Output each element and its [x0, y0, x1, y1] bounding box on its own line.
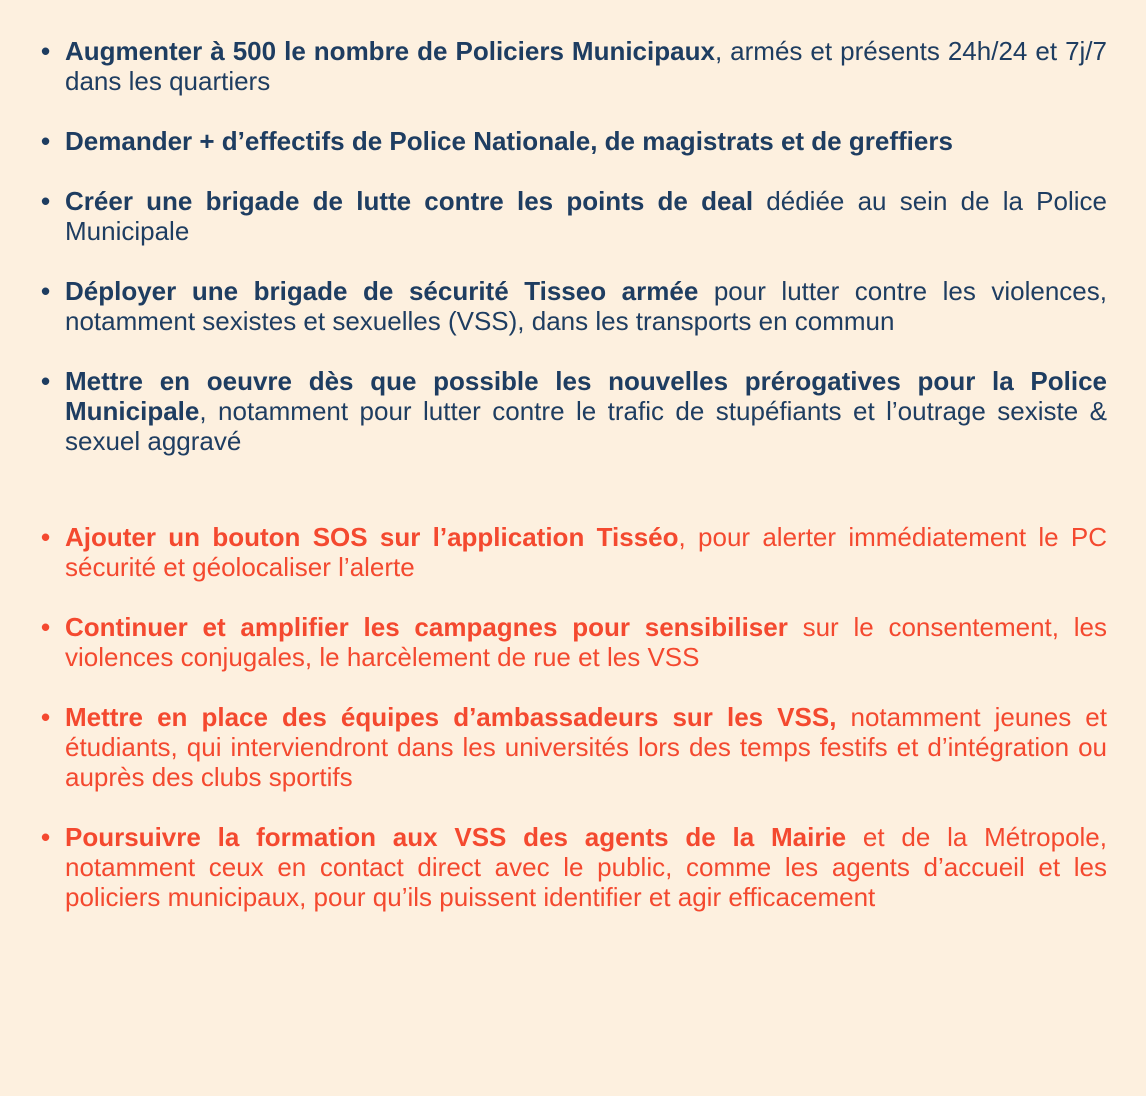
list-item	[65, 126, 1107, 156]
list-item	[65, 36, 1107, 96]
item-regular-text: et de la Métropole, notamment ceux en contact direct avec le public, comme les agents d’accueil et les policiers municipaux, pour qu’ils puissent identifier et agir efficacement	[65, 822, 1107, 912]
item-regular-text: , pour alerter immédiatement le PC sécurité et géolocaliser l’alerte	[65, 522, 1108, 582]
item-bold-text: Poursuivre la formation aux VSS des agents de la Mairie	[65, 822, 847, 852]
item-bold-text: Mettre en place des équipes d’ambassadeurs sur les VSS,	[65, 702, 837, 732]
item-bold-text: Ajouter un bouton SOS sur l’application Tisséo	[65, 522, 679, 552]
item-regular-text: , armés et présents 24h/24 et 7j/7 dans les quartiers	[65, 36, 1107, 96]
list-item	[65, 186, 1107, 246]
list-item	[65, 276, 1107, 336]
item-regular-text: , notamment pour lutter contre le trafic de stupéfiants et l’outrage sexiste & sexuel aggravé	[65, 396, 1107, 456]
item-regular-text: dédiée au sein de la Police Municipale	[65, 186, 1107, 246]
item-bold-text: Demander + d’effectifs de Police Nationale, de magistrats et de greffiers	[65, 126, 953, 156]
list-item	[65, 612, 1107, 672]
list-item	[65, 366, 1107, 456]
item-regular-text: pour lutter contre les violences, notamment sexistes et sexuelles (VSS), dans les transports en commun	[65, 276, 1107, 336]
item-regular-text: sur le consentement, les violences conjugales, le harcèlement de rue et les VSS	[65, 612, 1107, 672]
item-bold-text: Continuer et amplifier les campagnes pour sensibiliser	[65, 612, 788, 642]
list-item	[65, 822, 1107, 912]
item-bold-text: Créer une brigade de lutte contre les points de deal	[65, 186, 754, 216]
security-measures-list	[65, 36, 1107, 456]
item-bold-text: Augmenter à 500 le nombre de Policiers Municipaux	[65, 36, 715, 66]
vss-measures-list	[65, 522, 1107, 912]
item-bold-text: Déployer une brigade de sécurité Tisseo armée	[65, 276, 699, 306]
list-item	[65, 702, 1107, 792]
item-bold-text: Mettre en oeuvre dès que possible les nouvelles prérogatives pour la Police Municipale	[65, 366, 1107, 426]
list-item	[65, 522, 1107, 582]
item-regular-text: notamment jeunes et étudiants, qui interviendront dans les universités lors des temps festifs et d’intégration ou auprès des clubs sportifs	[65, 702, 1107, 792]
